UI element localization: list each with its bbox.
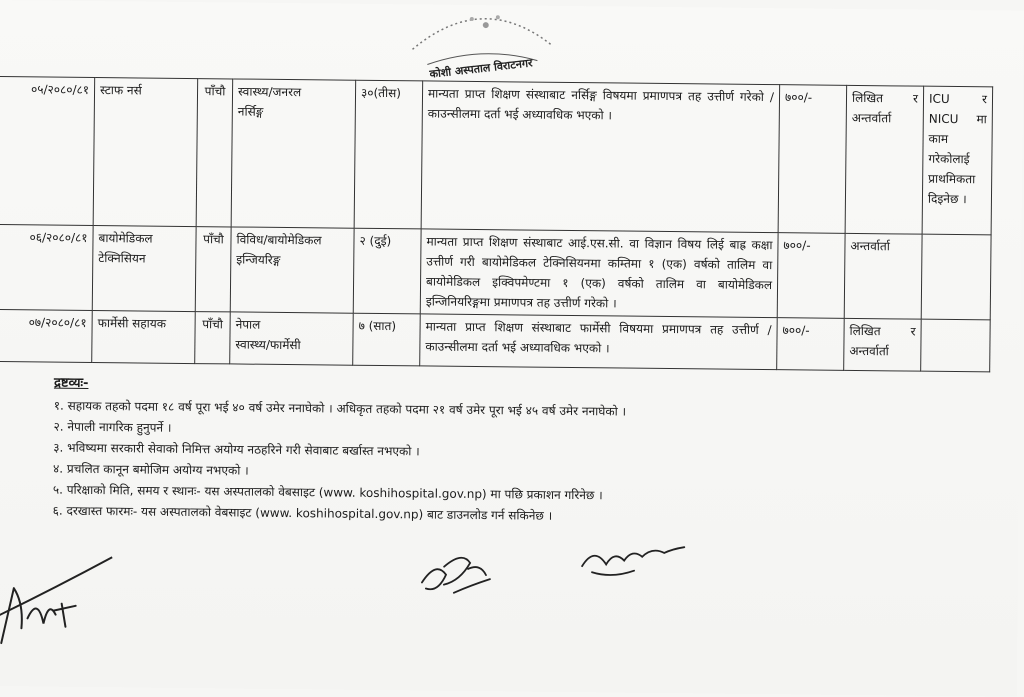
service-group [230, 312, 354, 365]
post-count: २ (दुई) [353, 228, 421, 314]
remark-text: र [982, 92, 988, 107]
application-fee: ७००/- [778, 85, 847, 234]
exam-word: लिखित [851, 90, 884, 106]
remark-text: मा [976, 112, 987, 127]
note-item: २. नेपाली नागरिक हुनुपर्ने । [53, 419, 172, 435]
note-item: ३. भविष्यमा सरकारी सेवाको निमित्त अयोग्य नठहरिने गरी सेवाबाट बर्खास्त नभएको । [53, 440, 420, 459]
post-count: ३०(तीस) [354, 80, 423, 229]
service-line: नर्सिङ्ग [237, 104, 264, 119]
table-row [0, 76, 993, 234]
exam-word: अन्तर्वार्ता [851, 110, 892, 126]
qualification: मान्यता प्राप्त शिक्षण संस्थाबाट फार्मेसी विषयमा प्रमाणपत्र तह उत्तीर्ण / काउन्सीलमा दर्ता भई अध्यावधिक भएको । [420, 314, 778, 370]
post-name: स्टाफ नर्स [93, 77, 198, 226]
note-item: १. सहायक तहको पदमा १८ वर्ष पूरा भई ४० वर्ष उमेर ननाघेको । अधिकृत तहको पदमा २१ वर्ष उमेर पूरा भई ४५ वर्ष उमेर ननाघेको । [53, 398, 627, 419]
vacancy-table [0, 76, 993, 372]
note-item: ६. दरखास्त फारमः- यस अस्पतालको वेबसाइट (www. koshihospital.gov.np) बाट डाउनलोड गर्न सकिनेछ । [52, 503, 553, 523]
post-name-line: टेक्निसियन [98, 251, 146, 266]
post-level: पाँचौ [195, 227, 231, 312]
stamp-text: कोशी अस्पताल विराटनगर [428, 56, 534, 81]
notes-title: द्रष्टव्यः- [53, 375, 89, 391]
post-count: ७ (सात) [353, 313, 421, 366]
post-level: पाँचौ [195, 312, 231, 364]
remarks [921, 234, 991, 320]
remark-text: दिइनेछ । [927, 191, 967, 207]
service-line: विविध/बायोमेडिकल [236, 232, 322, 248]
post-name: फार्मेसी सहायक [92, 310, 196, 363]
table-row [0, 224, 991, 319]
exam-word: अन्तर्वार्ता [849, 343, 889, 359]
service-line: नेपाल [235, 317, 261, 332]
exam-word: लिखित [849, 323, 881, 339]
post-name [92, 225, 196, 311]
signature-middle [414, 544, 505, 605]
service-group [230, 227, 354, 313]
post-code: ०६/२०८०/८१ [0, 224, 93, 310]
remark-text: प्राथमिकता [928, 171, 976, 187]
remark-text: NICU [928, 111, 959, 127]
qualification: मान्यता प्राप्त शिक्षण संस्थाबाट नर्सिङ्ग विषयमा प्रमाणपत्र तह उत्तीर्ण गरेको / काउन्सीलमा दर्ता भई अध्यावधिक भएको । [421, 81, 780, 233]
remarks [921, 319, 991, 372]
remark-text: काम [928, 131, 949, 146]
service-line: इन्जियरिङ्ग [236, 252, 281, 267]
post-code: ०७/२०८०/८१ [0, 309, 92, 362]
qualification: मान्यता प्राप्त शिक्षण संस्थाबाट आई.एस.सी. वा विज्ञान विषय लिई बाह्र कक्षा उत्तीर्ण गरी बायोमेडिकल टेक्निसियनमा कम्तिमा १ (एक) वर्षको तालिम वा बायोमेडिकल इक्विपमेण्टमा १ (एक) वर्षको तालिम वा बायोमेडिकल इन्जिनियरिङ्गमा प्रमाणपत्र तह उत्तीर्ण गरेको । [420, 229, 778, 318]
hospital-stamp [407, 4, 558, 81]
service-group [231, 79, 356, 228]
exam-type: अन्तर्वार्ता [844, 233, 922, 319]
note-item: ५. परिक्षाको मिति, समय र स्थानः- यस अस्पतालको वेबसाइट (www. koshihospital.gov.np) मा पछि प्रकाशन गरिनेछ । [52, 482, 603, 503]
application-fee: ७००/- [777, 233, 845, 319]
exam-word: र [913, 91, 919, 106]
remark-text: ICU [928, 91, 950, 106]
signature-left [0, 548, 124, 659]
post-level: पाँचौ [196, 79, 233, 227]
remark-text: गरेकोलाई [928, 151, 970, 167]
exam-word: र [910, 324, 916, 339]
post-name-line: बायोमेडिकल [98, 231, 153, 246]
note-item: ४. प्रचलित कानून बमोजिम अयोग्य नभएको । [53, 461, 249, 478]
post-code: ०५/२०८०/८१ [0, 76, 95, 225]
notes-section [53, 373, 627, 528]
exam-type [844, 318, 922, 371]
table-row [0, 309, 990, 371]
remarks [922, 86, 993, 235]
application-fee: ७००/- [777, 318, 845, 371]
signature-right [572, 526, 691, 587]
exam-type [845, 85, 924, 234]
service-line: स्वास्थ्य/जनरल [237, 84, 302, 100]
service-line: स्वास्थ्य/फार्मेसी [235, 337, 301, 353]
